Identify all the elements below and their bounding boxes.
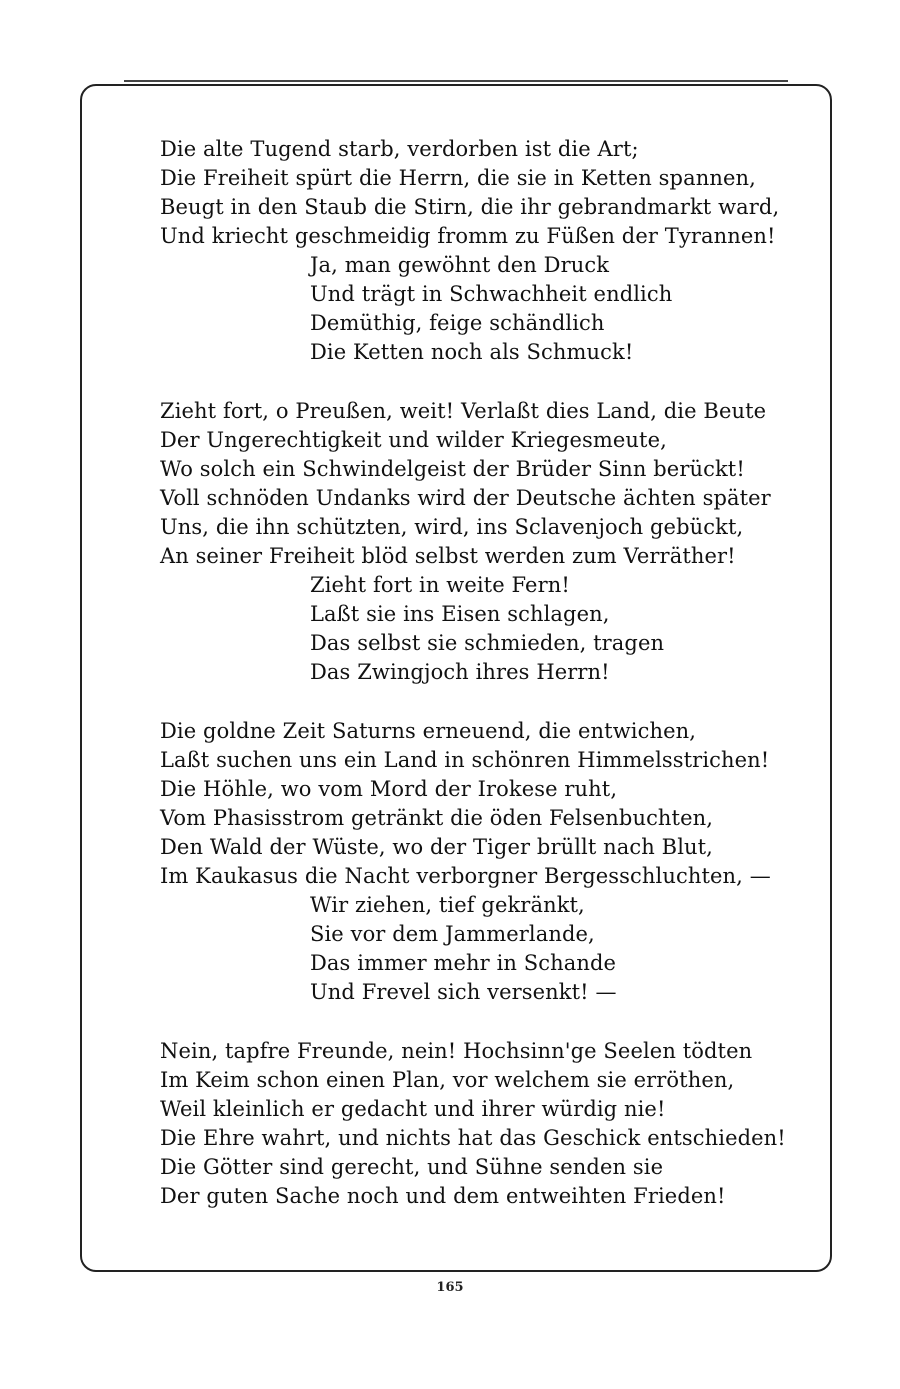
poem-line: Die goldne Zeit Saturns erneuend, die entwichen, [160,719,697,743]
stanza-3 [160,717,800,1007]
poem-line: Die alte Tugend starb, verdorben ist die Art; [160,137,639,161]
poem-line: Und kriecht geschmeidig fromm zu Füßen der Tyrannen! [160,224,776,248]
top-rule [124,80,788,82]
stanza-gap [160,367,800,397]
poem-line: Zieht fort in weite Fern! [310,573,570,597]
poem-line: Die Ketten noch als Schmuck! [310,340,634,364]
poem-line: Uns, die ihn schützten, wird, ins Sclavenjoch gebückt, [160,515,744,539]
poem-line: Wo solch ein Schwindelgeist der Brüder Sinn berückt! [160,457,745,481]
page-number: 165 [436,1280,464,1295]
poem-line: Sie vor dem Jammerlande, [310,922,595,946]
poem-line: Weil kleinlich er gedacht und ihrer würdig nie! [160,1097,666,1121]
poem-line: Beugt in den Staub die Stirn, die ihr gebrandmarkt ward, [160,195,780,219]
stanza-gap [160,1007,800,1037]
poem-line: Den Wald der Wüste, wo der Tiger brüllt nach Blut, [160,835,713,859]
poem-line: Voll schnöden Undanks wird der Deutsche ächten später [160,486,771,510]
poem-line: Das Zwingjoch ihres Herrn! [310,660,610,684]
poem-line: Im Keim schon einen Plan, vor welchem sie erröthen, [160,1068,735,1092]
poem-line: Zieht fort, o Preußen, weit! Verlaßt dies Land, die Beute [160,399,767,423]
poem-line: Die Götter sind gerecht, und Sühne senden sie [160,1155,664,1179]
poem-line: Vom Phasisstrom getränkt die öden Felsenbuchten, [160,806,714,830]
poem-line: Demüthig, feige schändlich [310,311,605,335]
poem-line: Das selbst sie schmieden, tragen [310,631,665,655]
poem-line: Laßt suchen uns ein Land in schönren Himmelsstrichen! [160,748,770,772]
poem-line: Wir ziehen, tief gekränkt, [310,893,585,917]
poem-line: Nein, tapfre Freunde, nein! Hochsinn'ge Seelen tödten [160,1039,753,1063]
stanza-4 [160,1037,800,1211]
poem-line: Die Freiheit spürt die Herrn, die sie in Ketten spannen, [160,166,756,190]
stanza-gap [160,687,800,717]
poem-line: Der guten Sache noch und dem entweihten Frieden! [160,1184,726,1208]
poem-line: Und trägt in Schwachheit endlich [310,282,673,306]
poem-line: Im Kaukasus die Nacht verborgner Bergesschluchten, — [160,864,771,888]
poem-line: Die Ehre wahrt, und nichts hat das Geschick entschieden! [160,1126,786,1150]
poem-line: Der Ungerechtigkeit und wilder Kriegesmeute, [160,428,667,452]
poem-line: Das immer mehr in Schande [310,951,617,975]
poem-line: Ja, man gewöhnt den Druck [310,253,610,277]
stanza-1 [160,135,800,367]
poem-line: Und Frevel sich versenkt! — [310,980,617,1004]
stanza-2 [160,397,800,687]
poem-body [160,135,800,1211]
poem-line: Laßt sie ins Eisen schlagen, [310,602,610,626]
poem-line: An seiner Freiheit blöd selbst werden zum Verräther! [160,544,736,568]
poem-line: Die Höhle, wo vom Mord der Irokese ruht, [160,777,618,801]
